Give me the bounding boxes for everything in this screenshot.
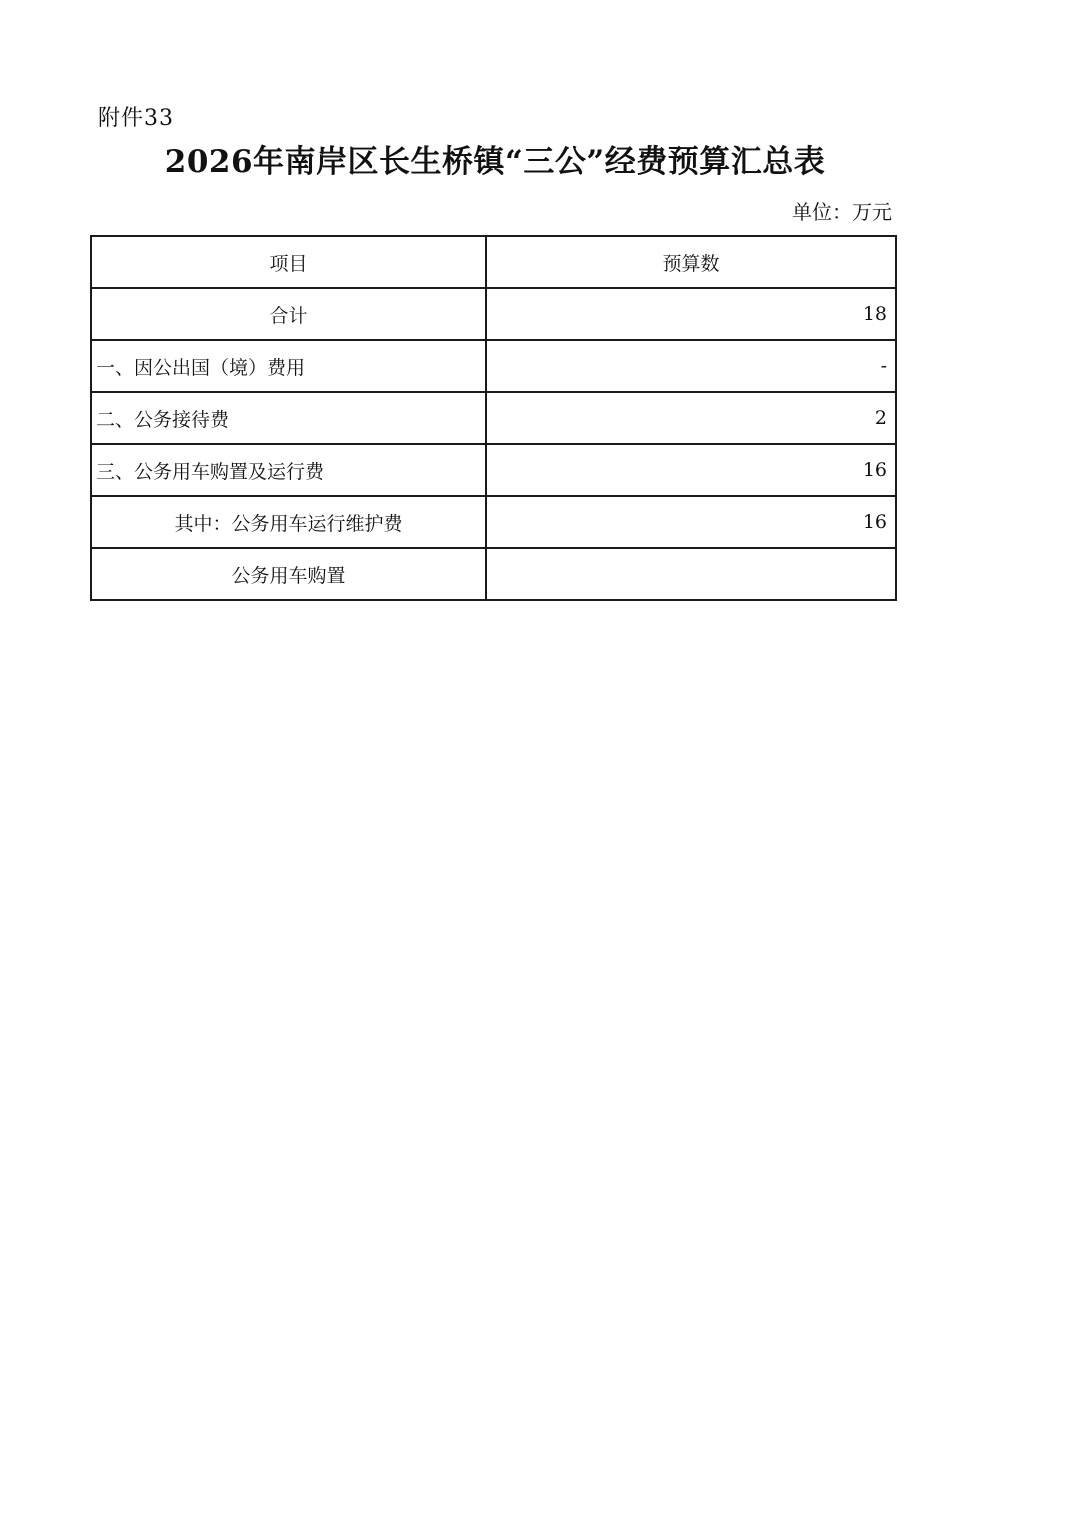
table-row <box>91 392 896 444</box>
row-label: 三、公务用车购置及运行费 <box>91 444 486 496</box>
row-label: 合计 <box>91 288 486 340</box>
table-header-row <box>91 236 896 288</box>
row-label: 一、因公出国（境）费用 <box>91 340 486 392</box>
table-row <box>91 444 896 496</box>
table-row <box>91 496 896 548</box>
table-row <box>91 548 896 600</box>
document-title: 2026年南岸区长生桥镇“三公”经费预算汇总表 <box>164 144 826 180</box>
row-value: - <box>486 340 896 392</box>
unit-label: 单位：万元 <box>792 200 892 224</box>
table-row-total <box>91 288 896 340</box>
attachment-label: 附件33 <box>98 106 174 131</box>
row-value: 2 <box>486 392 896 444</box>
row-value: 16 <box>486 496 896 548</box>
row-label: 其中：公务用车运行维护费 <box>91 496 486 548</box>
row-label: 二、公务接待费 <box>91 392 486 444</box>
row-value <box>486 548 896 600</box>
row-value: 18 <box>486 288 896 340</box>
budget-table <box>90 235 897 601</box>
header-amount: 预算数 <box>486 236 896 288</box>
row-label: 公务用车购置 <box>91 548 486 600</box>
table-row <box>91 340 896 392</box>
header-item: 项目 <box>91 236 486 288</box>
row-value: 16 <box>486 444 896 496</box>
